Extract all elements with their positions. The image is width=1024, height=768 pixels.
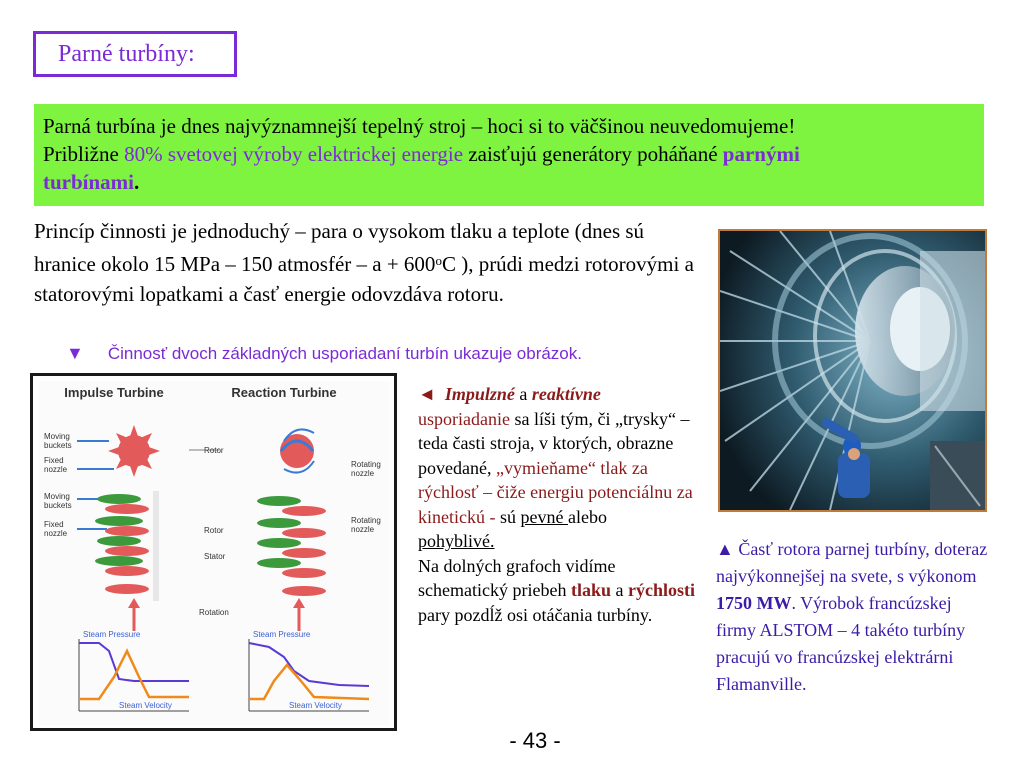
reaction-graph [249,630,369,711]
principle-paragraph [34,216,694,309]
rotation-label: Rotation [199,608,229,617]
impulse-graph [79,630,189,711]
steam-pressure-label-2: Steam Pressure [253,630,311,639]
usporiadanie-word: usporiadanie [418,408,510,429]
tlaku-word: tlaku [570,580,611,600]
and-word: a [514,384,532,404]
side-text-p5: a [610,580,628,600]
rotating-nozzle-label-2: Rotating nozzle [351,516,381,534]
principle-text-a: Princíp činnosti je jednoduchý – para o vysokom tlaku a teplote (dnes sú hranice okolo 15 MPa – 150 atmosfér – a + 600 [34,219,645,276]
pevne-word: pevné [520,506,568,527]
turbine-diagram-svg [39,381,389,725]
steam-flow-arrows [77,441,114,529]
reaction-title: Reaction Turbine [231,385,337,400]
side-text-p4: Na dolných grafoch vidíme schematický priebeh [418,555,616,600]
turbine-photo [718,229,987,512]
diagram-caption [66,343,706,364]
down-arrow-icon: ▼ [66,343,84,363]
power-value: 1750 MW [716,593,792,613]
reaktivne-word: reaktívne [531,384,601,404]
impulse-title: Impulse Turbine [64,385,164,400]
diagram-panel [39,381,389,725]
photo-caption [716,536,996,698]
fixed-nozzle-label: Fixed nozzle [44,456,68,474]
side-text-p3: sú [499,506,521,527]
steam-velocity-label-2: Steam Velocity [289,701,342,710]
steam-pressure-label: Steam Pressure [83,630,141,639]
turbine-diagram [30,373,397,731]
left-arrow-icon: ◄ [418,384,436,404]
reaction-blade-rows [257,496,326,596]
principle-text-b: C ), prúdi medzi rotorovými a statorovými lopatkami a časť energie odovzdáva rotoru. [34,252,694,306]
rotor-label-2: Rotor [204,526,224,535]
side-text-p2: „vymieňame“ tlak za rýchlosť – čiže energiu potenciálnu za kinetickú - [418,457,693,527]
photo-caption-b: . Výrobok francúzskej firmy ALSTOM – 4 takéto turbíny pracujú vo francúzskej elektrárni Flamanville. [716,593,966,694]
page-title: Parné turbíny: [33,31,237,77]
turbine-rotor-image [720,231,985,510]
rychlosti-word: rýchlosti [627,580,695,600]
intro-highlight: 80% svetovej výroby elektrickej energie [124,142,464,166]
impulse-blade-rows [95,491,159,601]
moving-buckets-label: Moving buckets [44,432,72,450]
moving-buckets-label-2: Moving buckets [44,492,72,510]
intro-period: . [134,170,140,194]
diagram-caption-text: Činnosť dvoch základných usporiadaní turbín ukazuje obrázok. [107,344,582,363]
impulzne-word: Impulzné [444,384,515,404]
intro-turbinami: turbínami [43,170,135,194]
reaction-rotor-shape [280,429,314,472]
side-text [418,382,706,627]
rotating-nozzle-label: Rotating nozzle [351,460,381,478]
side-text-p6: pary pozdĺž osi otáčania turbíny. [418,604,653,625]
impulse-rotor-shape [108,425,160,477]
intro-line2-c: zaisťujú generátory poháňané [463,142,723,166]
fixed-nozzle-label-2: Fixed nozzle [44,520,68,538]
alebo-word: alebo [567,506,607,527]
photo-caption-a: ▲ Časť rotora parnej turbíny, doteraz najvýkonnejšej na svete, s výkonom [716,539,988,586]
intro-box [34,104,984,206]
side-text-p1: sa líši tým, či „trysky“ – teda časti stroja, v ktorých, obrazne povedané, [418,408,690,478]
intro-parnymi: parnými [722,142,800,166]
degree-sup: o [435,253,442,268]
intro-line2-a: Približne [43,142,125,166]
intro-line1: Parná turbína je dnes najvýznamnejší tepelný stroj – hoci si to väčšinou neuvedomujeme! [43,114,796,138]
page-number: - 43 - [509,728,561,753]
stator-label: Stator [204,552,226,561]
pohyblive-word: pohyblivé. [418,531,495,551]
steam-velocity-label: Steam Velocity [119,701,172,710]
rotor-label: Rotor [204,446,224,455]
